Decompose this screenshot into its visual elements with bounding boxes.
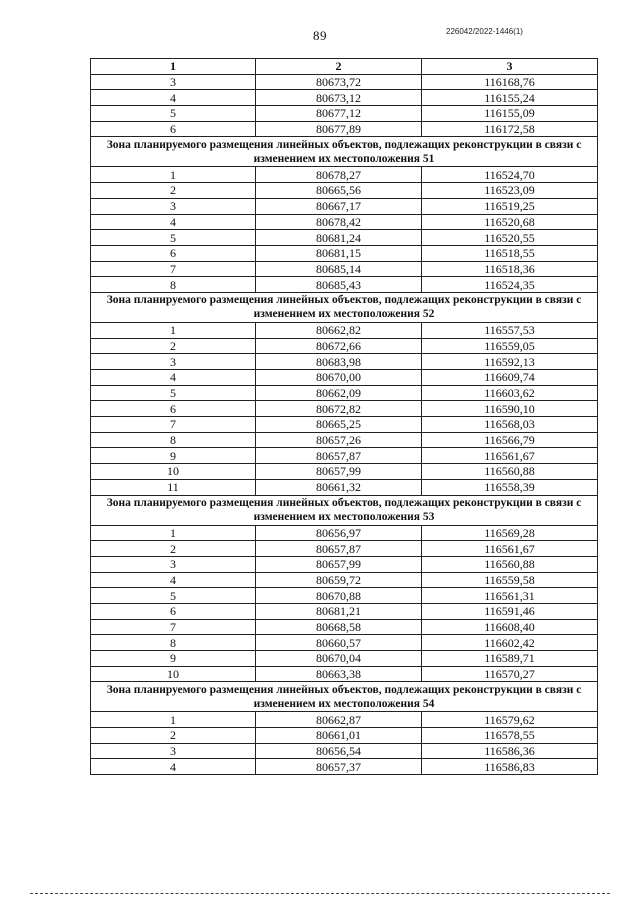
y-coordinate: 116560,88 <box>422 464 598 480</box>
x-coordinate: 80678,42 <box>256 214 422 230</box>
table-row <box>91 479 598 495</box>
x-coordinate: 80672,82 <box>256 401 422 417</box>
table-row <box>91 525 598 541</box>
point-number: 6 <box>91 121 256 137</box>
table-row <box>91 712 598 728</box>
y-coordinate: 116523,09 <box>422 183 598 199</box>
point-number: 3 <box>91 354 256 370</box>
x-coordinate: 80685,14 <box>256 261 422 277</box>
table-row <box>91 198 598 214</box>
table-row <box>91 603 598 619</box>
table-header-row <box>91 59 598 75</box>
y-coordinate: 116602,42 <box>422 635 598 651</box>
point-number: 8 <box>91 277 256 293</box>
x-coordinate: 80681,21 <box>256 603 422 619</box>
x-coordinate: 80657,37 <box>256 759 422 775</box>
table-body <box>91 74 598 774</box>
x-coordinate: 80657,99 <box>256 464 422 480</box>
y-coordinate: 116155,09 <box>422 106 598 122</box>
point-number: 11 <box>91 479 256 495</box>
y-coordinate: 116558,39 <box>422 479 598 495</box>
y-coordinate: 116578,55 <box>422 728 598 744</box>
zone-title-row <box>91 495 598 525</box>
table-row <box>91 214 598 230</box>
x-coordinate: 80665,25 <box>256 417 422 433</box>
y-coordinate: 116561,67 <box>422 448 598 464</box>
table-row <box>91 619 598 635</box>
x-coordinate: 80672,66 <box>256 338 422 354</box>
document-code: 226042/2022-1446(1) <box>446 27 523 36</box>
x-coordinate: 80685,43 <box>256 277 422 293</box>
y-coordinate: 116603,62 <box>422 385 598 401</box>
point-number: 1 <box>91 525 256 541</box>
point-number: 3 <box>91 556 256 572</box>
point-number: 4 <box>91 370 256 386</box>
y-coordinate: 116561,31 <box>422 588 598 604</box>
point-number: 6 <box>91 603 256 619</box>
table-row <box>91 651 598 667</box>
zone-title: Зона планируемого размещения линейных объектов, подлежащих реконструкции в связи с изменением их местоположения 51 <box>91 137 598 167</box>
table-row <box>91 121 598 137</box>
y-coordinate: 116591,46 <box>422 603 598 619</box>
table-row <box>91 354 598 370</box>
table-row <box>91 588 598 604</box>
table-row <box>91 106 598 122</box>
zone-title: Зона планируемого размещения линейных объектов, подлежащих реконструкции в связи с изменением их местоположения 53 <box>91 495 598 525</box>
x-coordinate: 80657,99 <box>256 556 422 572</box>
x-coordinate: 80657,87 <box>256 541 422 557</box>
x-coordinate: 80681,15 <box>256 245 422 261</box>
point-number: 9 <box>91 448 256 464</box>
x-coordinate: 80677,12 <box>256 106 422 122</box>
x-coordinate: 80678,27 <box>256 167 422 183</box>
table-row <box>91 448 598 464</box>
y-coordinate: 116524,35 <box>422 277 598 293</box>
point-number: 10 <box>91 666 256 682</box>
point-number: 6 <box>91 245 256 261</box>
point-number: 3 <box>91 198 256 214</box>
x-coordinate: 80661,32 <box>256 479 422 495</box>
point-number: 4 <box>91 90 256 106</box>
table-row <box>91 572 598 588</box>
x-coordinate: 80656,54 <box>256 743 422 759</box>
x-coordinate: 80665,56 <box>256 183 422 199</box>
coordinates-table <box>90 58 598 775</box>
point-number: 4 <box>91 759 256 775</box>
x-coordinate: 80656,97 <box>256 525 422 541</box>
zone-title-row <box>91 292 598 322</box>
y-coordinate: 116559,58 <box>422 572 598 588</box>
table-row <box>91 759 598 775</box>
y-coordinate: 116561,67 <box>422 541 598 557</box>
table-row <box>91 322 598 338</box>
point-number: 7 <box>91 261 256 277</box>
point-number: 2 <box>91 541 256 557</box>
x-coordinate: 80657,87 <box>256 448 422 464</box>
point-number: 6 <box>91 401 256 417</box>
point-number: 8 <box>91 432 256 448</box>
point-number: 10 <box>91 464 256 480</box>
table-row <box>91 556 598 572</box>
point-number: 4 <box>91 572 256 588</box>
y-coordinate: 116586,36 <box>422 743 598 759</box>
y-coordinate: 116568,03 <box>422 417 598 433</box>
x-coordinate: 80670,88 <box>256 588 422 604</box>
point-number: 7 <box>91 619 256 635</box>
x-coordinate: 80662,87 <box>256 712 422 728</box>
point-number: 3 <box>91 74 256 90</box>
table-row <box>91 338 598 354</box>
point-number: 3 <box>91 743 256 759</box>
column-header-y: 3 <box>422 59 598 75</box>
y-coordinate: 116570,27 <box>422 666 598 682</box>
x-coordinate: 80667,17 <box>256 198 422 214</box>
x-coordinate: 80677,89 <box>256 121 422 137</box>
point-number: 2 <box>91 338 256 354</box>
x-coordinate: 80663,38 <box>256 666 422 682</box>
y-coordinate: 116519,25 <box>422 198 598 214</box>
zone-title-row <box>91 137 598 167</box>
point-number: 5 <box>91 106 256 122</box>
table-row <box>91 743 598 759</box>
x-coordinate: 80683,98 <box>256 354 422 370</box>
y-coordinate: 116609,74 <box>422 370 598 386</box>
zone-title: Зона планируемого размещения линейных объектов, подлежащих реконструкции в связи с изменением их местоположения 52 <box>91 292 598 322</box>
y-coordinate: 116579,62 <box>422 712 598 728</box>
table-row <box>91 464 598 480</box>
table-row <box>91 183 598 199</box>
table-row <box>91 417 598 433</box>
point-number: 5 <box>91 230 256 246</box>
y-coordinate: 116524,70 <box>422 167 598 183</box>
y-coordinate: 116559,05 <box>422 338 598 354</box>
table-row <box>91 90 598 106</box>
zone-title-row <box>91 682 598 712</box>
point-number: 5 <box>91 588 256 604</box>
table-row <box>91 728 598 744</box>
table-row <box>91 666 598 682</box>
y-coordinate: 116168,76 <box>422 74 598 90</box>
point-number: 7 <box>91 417 256 433</box>
point-number: 2 <box>91 728 256 744</box>
point-number: 1 <box>91 167 256 183</box>
footer-divider <box>30 893 610 894</box>
y-coordinate: 116592,13 <box>422 354 598 370</box>
point-number: 2 <box>91 183 256 199</box>
x-coordinate: 80670,00 <box>256 370 422 386</box>
point-number: 1 <box>91 712 256 728</box>
point-number: 8 <box>91 635 256 651</box>
y-coordinate: 116518,36 <box>422 261 598 277</box>
column-header-point: 1 <box>91 59 256 75</box>
x-coordinate: 80661,01 <box>256 728 422 744</box>
y-coordinate: 116586,83 <box>422 759 598 775</box>
table-row <box>91 432 598 448</box>
x-coordinate: 80673,72 <box>256 74 422 90</box>
x-coordinate: 80662,82 <box>256 322 422 338</box>
table-row <box>91 385 598 401</box>
table-row <box>91 277 598 293</box>
x-coordinate: 80673,12 <box>256 90 422 106</box>
y-coordinate: 116520,68 <box>422 214 598 230</box>
table-row <box>91 370 598 386</box>
y-coordinate: 116608,40 <box>422 619 598 635</box>
table-row <box>91 74 598 90</box>
x-coordinate: 80659,72 <box>256 572 422 588</box>
x-coordinate: 80668,58 <box>256 619 422 635</box>
y-coordinate: 116155,24 <box>422 90 598 106</box>
y-coordinate: 116589,71 <box>422 651 598 667</box>
table-row <box>91 167 598 183</box>
y-coordinate: 116518,55 <box>422 245 598 261</box>
y-coordinate: 116590,10 <box>422 401 598 417</box>
table-row <box>91 541 598 557</box>
table-row <box>91 230 598 246</box>
page-number: 89 <box>313 28 327 43</box>
point-number: 4 <box>91 214 256 230</box>
point-number: 5 <box>91 385 256 401</box>
y-coordinate: 116566,79 <box>422 432 598 448</box>
table-row <box>91 401 598 417</box>
table-row <box>91 261 598 277</box>
y-coordinate: 116557,53 <box>422 322 598 338</box>
point-number: 1 <box>91 322 256 338</box>
column-header-x: 2 <box>256 59 422 75</box>
x-coordinate: 80681,24 <box>256 230 422 246</box>
x-coordinate: 80662,09 <box>256 385 422 401</box>
x-coordinate: 80660,57 <box>256 635 422 651</box>
zone-title: Зона планируемого размещения линейных объектов, подлежащих реконструкции в связи с изменением их местоположения 54 <box>91 682 598 712</box>
table-row <box>91 245 598 261</box>
y-coordinate: 116520,55 <box>422 230 598 246</box>
y-coordinate: 116569,28 <box>422 525 598 541</box>
x-coordinate: 80657,26 <box>256 432 422 448</box>
y-coordinate: 116172,58 <box>422 121 598 137</box>
x-coordinate: 80670,04 <box>256 651 422 667</box>
table-row <box>91 635 598 651</box>
point-number: 9 <box>91 651 256 667</box>
y-coordinate: 116560,88 <box>422 556 598 572</box>
